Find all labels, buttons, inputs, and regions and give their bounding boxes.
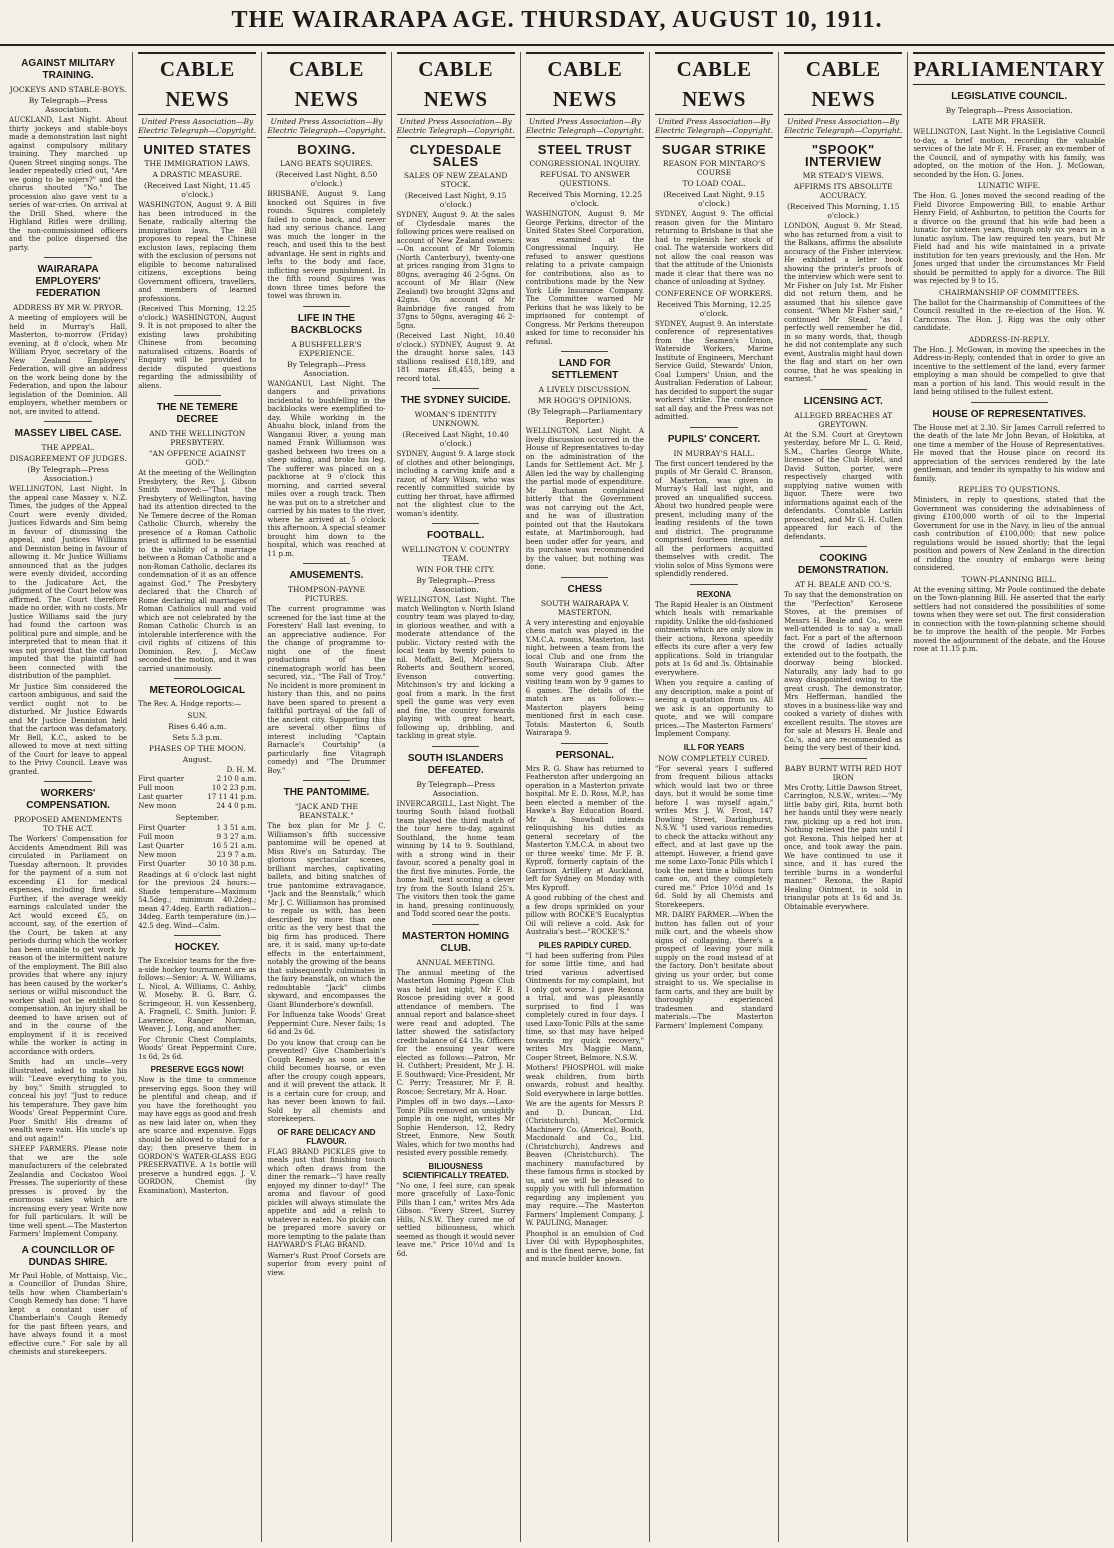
article-text: WELLINGTON, Last Night. A lively discussion occurred in the House of Representatives to-day on the administration of the Lands for Settlement Act. Mr J. Allen led the way by challenging the partial mode of expenditure. Mr Buchanan complained bitterly that the Government was not carrying out the Act, and he was of illustration pointed out that the Hautokara estate, at Martinborough, had been under offer for years, and its purchase was recommended by the valuer, but nothing was done.	[525, 427, 644, 571]
advertisement: Smith had an uncle—very illustrated, asked to make his will: "Leave everything to you, by boy," Smith struggled to conceal his joy! "Just to reduce his temperature. They gave him Woods' Great Peppermint Cure. Poor Smith! His dreams of wealth were vain. His uncle's up and out again!"	[9, 1058, 128, 1143]
column-8	[908, 52, 1110, 1542]
table-row: First quarter 2 10 0 a.m.	[138, 774, 257, 783]
headline: REXONA	[696, 589, 732, 599]
subheadline: WIN FOR THE CITY.	[416, 565, 495, 574]
column-header: CABLE NEWS	[784, 52, 902, 115]
article-text: (Received Last Night, 10.40 o'clock.) SYDNEY, August 9. At the draught horse sales, 143 stallions realised £18,189, and 181 mares £8,455, being a record total.	[396, 332, 515, 383]
divider	[690, 427, 737, 428]
article-text: WELLINGTON, Last Night. In the appeal case Massey v. N.Z. Times, the judges of the Appeal Court were evenly divided, Justices Edwards and Sim being in favour of dismissing the appeal, and Justices Williams and Denniston being in favour of allowing it. Mr Justice Williams announced that as the judges were evenly divided, according to the Judicature Act, the judgment of the Court below was affirmed. The Court therefore made no order, with no costs. Mr Justice Williams said the jury had found the cartoon was political pure and simple, and he interpreted that to mean that it was not proved that the cartoon imputed that the plaintiff had been connected with the distribution of the pamphlet.	[9, 485, 128, 680]
divider	[690, 584, 737, 585]
byline: By Telegraph—Press Association.	[28, 96, 108, 114]
divider	[303, 780, 350, 781]
table-row: Full moon 9 3 27 a.m.	[138, 832, 257, 841]
article-text: At the evening sitting, Mr Poole continued the debate on the Town-planning Bill. He asserted that the early settlers had not considered the possibilities of some towns when they were set out. The first consideration in connection with the town-planning scheme should be to improve the health of the people. Mr Forbes moved the adjournment of the debate, and the House rose at 11.15 p.m.	[913, 585, 1105, 653]
article-text: A meeting of employers will be held in Murray's Hall, Masterton, to-morrow (Friday) evening, at 8 o'clock, when Mr William Pryor, secretary of the New Zealand Employers' Federation, will give an address on the work being done by the Federation, and upon the labour legislation of the Dominion. All employers, whether members or not, are invited to attend.	[9, 314, 128, 416]
article-text: The box plan for Mr J. C. Williamson's fifth successive pantomime will be opened at Miss Rive's on Saturday. The glorious spectacular scenes, brilliant marches, captivating ballets, and biting snatches of true pantomime extravagance, "Jack and the Beanstalk," which Mr J. C. Williamson has promised to regale us with, has been described by more than one critic as the very best that the big firm has produced. There are, it is said, many up-to-date effects in the entertainment, notably the growing of the beans that subsequently culminates in the fairy beanstalk, on which the redoubtable "Jack" climbs skyward, and encompasses the Giant Blunderbore's downfall.	[267, 822, 386, 1009]
article-text: WELLINGTON, Last Night. The match Wellington v. North Island country team was played to-day, in glorious weather, and with a moderate attendance of the public. Victory rested with the local team by twenty points to nil. Moffatt, Bell, McPherson, Roberts and Southern scored, Evenson converting. Mitchinson's try and kicking a goal from a mark. In the first spell the game was very even and fine, the country forwards playing with great heart, following up, dribbling, and tackling in great style.	[396, 596, 515, 740]
byline: (By Telegraph—Parliamentary Reporter.)	[527, 407, 643, 425]
subheadline: IN MURRAY'S HALL.	[673, 448, 755, 458]
advertisement: The Rapid Healer is an Ointment which heals with remarkable rapidity. Unlike the old-fashioned ointments which are only slow in their actions, Rexona speedily effects its cure after a very few applications. Sold in triangular pots at 1s 6d and 3s. Obtainable everywhere.	[654, 600, 774, 677]
article-text: Ministers, in reply to questions, stated that the Government was considering the advisableness of giving £100,000 worth of oil to the Imperial Government for use in the Navy, in lieu of the annual cash contribution of £100,000; that new police regulations would be issued shortly; that the legal position and powers of New Zealand in the direction of ridding the country of embargo were being considered.	[913, 496, 1105, 572]
subheadline: A BUSHFELLER'S EXPERIENCE.	[291, 339, 362, 358]
article-text: The Hon. G. Jones moved the second reading of the Field Divorce Empowering Bill, to enable Arthur Henry Field, of Ashburton, to petition the Courts for a divorce on the ground that his wife had been a lunatic for sixteen years, though only six years in a lunatic asylum. The law required ten years, but Mr Field had and his wife maintained in a private institution for ten years previously, and the Hon. Mr Jones urged that under the circumstances Mr Field should be permitted to apply for a divorce. The Bill was rejected by 9 to 15.	[913, 192, 1105, 285]
headline: "SPOOK" INTERVIEW	[804, 142, 882, 169]
divider	[44, 257, 91, 258]
column-subheader: United Press Association—By Electric Telegraph—Copyright.	[397, 117, 515, 138]
table-row: Full moon 10 2 23 p.m.	[138, 783, 257, 792]
article-text: Mrs R. G. Shaw has returned to Featherston after undergoing an operation in a Masterton private hospital. Mr E. D. Ross, M.P., has been elected a member of the Hawke's Bay Education Board. Mr A. Snowball intends relinquishing his duties as general secretary of the Masterton Y.M.C.A. in about two or three weeks' time. Mr F. B. Kyproff, formerly captain of the Garrison Artillery at Auckland, left for Sydney on Monday with Mrs Kyproff.	[525, 764, 644, 892]
subheadline: LANG BEATS SQUIRES.	[280, 159, 373, 168]
column-4	[392, 52, 521, 1542]
advertisement: "I had been suffering from Piles for some little time, and had tried various advertised Ointments for my complaint, but I only got worse. I gave Rexona a trial, and was pleasantly surprised to find I was completely cured in four days. I used Laxo-Tonic Pills at the same time, so that may have helped towards my quick recovery," writes Mrs Maggie Mann, Cooper Street, Belmore, N.S.W.	[525, 951, 644, 1062]
divider	[561, 577, 608, 578]
byline: By Telegraph—Press Association.	[945, 106, 1073, 115]
headline: PUPILS' CONCERT.	[667, 433, 761, 445]
column-header: CABLE NEWS	[397, 52, 515, 115]
divider	[561, 743, 608, 744]
article-text: WASHINGTON, August 9. A Bill has been introduced in the Senate, radically altering the immigration laws. The Bill proposes to repeal the Chinese exclusion laws, replacing them with the exclusion of persons not eligible to become naturalised citizens, exceptions being Government officers, travellers, and members of learned professions.	[138, 201, 257, 303]
subheadline: ADDRESS-IN-REPLY.	[968, 334, 1050, 344]
subheadline: ALLEGED BREACHES AT GREYTOWN.	[794, 410, 893, 429]
subheadline: DISAGREEMENT OF JUDGES.	[9, 454, 127, 463]
subheadline: MR STEAD'S VIEWS.	[802, 171, 884, 180]
advertisement: For Chronic Chest Complaints, Woods' Great Peppermint Cure, 1s 6d, 2s 6d.	[138, 1035, 257, 1061]
article-text: LONDON, August 9. Mr Stead, who has returned from a visit to the Balkans, affirms the absolute accuracy of the Fisher interview. He exhibited a letter book showing the printer's proofs of the interview which were sent to Mr Fisher on July 1st. Mr Fisher did not return them, and he assumed that his silence gave consent. "When Mr Fisher said," continued Mr Stead, "as I perfectly well remember he did, in so many words, that, though he did not contemplate any such event, Australia might haul down the flag and start on her own course, that he was speaking in earnest."	[784, 222, 903, 383]
headline: WAIRARAPA EMPLOYERS' FEDERATION	[35, 264, 101, 299]
advertisement: A good rubbing of the chest and a few drops sprinkled on your pillow with ROCKE'S Eucalyptus Oil will relieve a cold. Ask for Australia's best—"ROCKE'S."	[525, 894, 644, 936]
table-row: First Quarter 30 10 38 p.m.	[138, 859, 257, 868]
article-text: Mr Justice Sim considered the cartoon ambiguous, and said the verdict ought not to be disturbed. Mr Justice Edwards and Mr Justice Denniston held that the cartoon was defamatory. Mr Bell, K.C., asked to be allowed to move at next sitting of the Court for leave to appeal to the Privy Council. Leave was granted.	[9, 682, 128, 776]
headline: LIFE IN THE BACKBLOCKS	[290, 312, 363, 336]
masthead	[0, 0, 1114, 46]
column-5	[521, 52, 650, 1542]
headline: A COUNCILLOR OF DUNDAS SHIRE.	[21, 1244, 115, 1268]
article-text: Readings at 6 o'clock last night for the previous 24 hours:—Shade temperature—Maximum 54.5deg.; minimum 40.2deg.; mean 47.4deg. Earth radiation—34deg. Earth temperature (in.)—42.5 deg. Wind—Calm.	[138, 870, 257, 930]
table-row: First Quarter 1 3 51 a.m.	[138, 823, 257, 832]
byline: By Telegraph—Press Association.	[287, 359, 366, 378]
article-text: The annual meeting of the Masterton Homing Pigeon Club was held last night, Mr F. B. Roscoe presiding over a good attendance of members. The annual report and balance-sheet were read and adopted. The latter showed the satisfactory credit balance of £4 13s. Officers for the ensuing year were elected as follows:—Patron, Mr H. Cuthbert; President, Mr J. H. F. Southward; Vice-President, Mr C. Perry; Treasurer, Mr F. B. Roscoe; Secretary, Mr A. Hoar.	[396, 968, 515, 1096]
received-time: (Received This Morning, 1.15 o'clock.)	[787, 202, 900, 220]
headline: PILES RAPIDLY CURED.	[538, 940, 632, 950]
article-text: The Hon. J. McGowan, in moving the speeches in the Address-in-Reply, contended that in order to give an incentive to the settlement of the land, every farmer employing a man should be compelled to give that man a portion of his land. This would result in the land being utilised to the fullest extent.	[913, 345, 1105, 396]
moon-phase-table	[138, 766, 256, 811]
divider	[432, 388, 479, 389]
subheadline: AT H. BEALE AND CO.'S.	[795, 580, 892, 589]
headline: SUGAR STRIKE	[661, 142, 767, 157]
column-header: CABLE NEWS	[526, 52, 644, 115]
subheadline: A LIVELY DISCUSSION.	[538, 385, 632, 394]
subheadline: REPLIES TO QUESTIONS.	[958, 485, 1060, 494]
received-time: (Received Last Night, 9.15 o'clock.)	[663, 190, 765, 208]
received-time: Received This Morning, 12.25 o'clock.	[656, 299, 772, 318]
subheadline: MR HOGG'S OPINIONS.	[538, 396, 632, 405]
headline: AGAINST MILITARY TRAINING.	[21, 58, 116, 81]
subheadline: AFFIRMS ITS ABSOLUTE ACCURACY.	[793, 182, 893, 200]
advertisement: For Influenza take Woods' Great Peppermint Cure. Never fails; 1s 6d and 2s 6d.	[267, 1011, 386, 1036]
subheadline: THE APPEAL.	[41, 443, 95, 452]
article-text: The Rev. A. Hodge reports:—	[138, 700, 242, 708]
headline: THE PANTOMIME.	[283, 787, 370, 798]
column-header: CABLE NEWS	[138, 52, 256, 115]
masthead-title: THE WAIRARAPA AGE. THURSDAY, AUGUST 10, 1911.	[231, 7, 883, 33]
subheadline: THE IMMIGRATION LAWS.	[144, 159, 250, 168]
article-text: The first concert tendered by the pupils of Mr Gerald C. Branson, of Masterton, was given in Murray's Hall last night, and proved an unqualified success. About two hundred people were present, including many of the leading residents of the town and district. The programme comprised fourteen items, and all the performers acquitted themselves with credit. The violin solos of Miss Symons were splendidly rendered.	[654, 459, 774, 578]
column-3	[262, 52, 391, 1542]
headline: LEGISLATIVE COUNCIL.	[951, 91, 1068, 102]
headline: BILIOUSNESS SCIENTIFICALLY TREATED.	[402, 1161, 509, 1180]
divider	[432, 523, 479, 524]
headline: LAND FOR SETTLEMENT	[551, 358, 619, 381]
table-row: New moon 24 4 0 p.m.	[138, 801, 257, 810]
article-text: AUCKLAND, Last Night. About thirty jockeys and stable-boys made a demonstration last night against compulsory military training. They marched up Queen Street singing songs. The leader repeatedly cried out, "Are we going to be sojers?" and the chorus shouted "No." The procession also gave vent to a series of war-cries. On arrival at the Drill Shed, where the Highland Rifles were drilling, the non-commissioned officers and the police dispersed the party.	[9, 116, 128, 252]
article-text: To say that the demonstration on the "Perfection" Kerosene Stoves, at the premises of Messrs H. Beale and Co., were well-attended is to say a small fact. For a part of the afternoon the crowd of ladies actually extended out to the footpath, the doorway being blocked. Naturally, any lady had to go away disappointed owing to the great crush. The demonstrator, Mrs Hefferman, handled the stoves in a business-like way and cooked a variety of dishes with excellent results. The stoves are for sale at Messrs H. Beale and Co.'s, and are recommended as being the very best of their kind.	[784, 591, 903, 752]
subheadline: A DRASTIC MEASURE.	[152, 170, 243, 179]
article-text: At the meeting of the Wellington Presbytery, the Rev. J. Gibson Smith moved:—"That the Presbytery of Wellington, having had its attention directed to the Ne Temere decree of the Roman Catholic Church, whereby the presence of a Roman Catholic priest is affirmed to be essential to the validity of a marriage between a Roman Catholic and a non-Roman Catholic, declares its condemnation of it as an offence against God." The Presbytery declared that the Church of Rome declaring all marriages of Roman Catholics null and void which are not celebrated by the Roman Catholic Church is an intolerable interference with the civil rights of citizens of this Dominion. Rev. J. McCaw seconded the motion, and it was carried unanimously.	[138, 469, 257, 673]
column-1	[4, 52, 133, 1542]
subheadline: PHASES OF THE MOON.	[148, 743, 246, 753]
divider	[174, 935, 221, 936]
article-text: WASHINGTON, August 9. Mr George Perkins, director of the United States Steel Corporation, was examined at the Congressional Inquiry. He refused to answer questions relating to a private campaign for contributions, also as to contributions made by the New York Life Insurance Company. The Committee warned Mr Perkins that he was likely to be imprisoned for contempt of Congress. Mr Perkins thereupon asked for time to reconsider his refusal.	[525, 210, 644, 346]
headline: HOUSE OF REPRESENTATIVES.	[932, 408, 1086, 420]
subheadline: ANNUAL MEETING.	[416, 957, 495, 967]
column-subheader: United Press Association—By Electric Telegraph—Copyright.	[655, 117, 773, 138]
byline: By Telegraph—Press Association.	[416, 576, 495, 594]
column-7	[779, 52, 908, 1542]
divider	[174, 395, 221, 396]
month-label: September.	[175, 812, 219, 822]
subheadline: CONFERENCE OF WORKERS.	[655, 288, 773, 298]
subheadline: CONGRESSIONAL INQUIRY.	[529, 159, 641, 168]
headline: OF RARE DELICACY AND FLAVOUR.	[277, 1127, 376, 1146]
advertisement: SHEEP FARMERS. Please note that we are the sole manufacturers of the celebrated Zealandia and Cockatoo Wool Presses. The superiority of these presses is proved by the enormous sales which are increasing every year. Write now for full particulars. It will be time well spent.—The Masterton Farmers' Implement Company.	[9, 1145, 128, 1238]
subheadline: PROPOSED AMENDMENTS TO THE ACT.	[14, 815, 123, 833]
article-text: WELLINGTON, Last Night. In the Legislative Council to-day, a brief motion, recording the valuable services of the late Mr F. H. Fraser, an ex-member of the Council, and of sympathy with his family, was adopted, on the motion of the Hon. J. McGowan, seconded by the Hon. G. Jones.	[913, 128, 1105, 179]
subheadline: TOWN-PLANNING BILL.	[961, 574, 1057, 584]
article-text: SYDNEY, August 9. The official reason given for the Mintaro returning to Brisbane is that she had to replenish her stock of coal. The waterside workers did not allow the coal reason was that the attitude of the Unionists made it clear that there was no chance of unloading at Sydney.	[654, 210, 774, 286]
headline: UNITED STATES	[143, 142, 252, 157]
subheadline: "AN OFFENCE AGAINST GOD."	[149, 449, 246, 467]
subheadline: THOMPSON-PAYNE PICTURES.	[287, 585, 366, 603]
article-text: The ballot for the Chairmanship of Committees of the Council resulted in the re-election of the Hon. W. Carncross. The Hon. J. Rigg was the only other candidate.	[913, 298, 1105, 332]
column-subheader: United Press Association—By Electric Telegraph—Copyright.	[267, 117, 385, 138]
advertisement: "For several years I suffered from frequent bilious attacks which would last two or three days, but it would be some time before I was myself again," writes Mrs J. W. Frost, 147 Dowling Street, Darlinghurst, N.S.W. "I used various remedies to check the attacks without any effect, and at last gave up the attempt. However, a friend gave me some Laxo-Tonic Pills which I took the next time a bilious turn came on, and they completely cured me." Price 10½d and 1s 6d. Sold by all Chemists and Storekeepers.	[654, 764, 774, 909]
received-time: (Received Last Night, 9.15 o'clock.)	[404, 191, 507, 209]
byline: By Telegraph—Press Association.	[416, 779, 495, 798]
sunrise: Rises 6.46 a.m.	[168, 721, 227, 731]
headline: AMUSEMENTS.	[289, 570, 364, 581]
month-label: August.	[182, 754, 212, 764]
moon-phase-table	[138, 824, 256, 869]
received-time: (Received Last Night, 8.50 o'clock.)	[275, 170, 378, 188]
headline: METEOROLOGICAL	[149, 685, 246, 696]
article-text: INVERCARGILL, Last Night. The touring South Island football team played the third match of the tour here to-day, against Southland, the home team winning by 14 to 9. Southland, with a strong wind in their favour, scored a penalty goal in the first five minutes. Forde, the home half, next scoring a clever try from the South Island 25's. The visitors then took the game in hand, pressing continuously, and Todd scored near the posts.	[396, 799, 515, 918]
subheadline: REASON FOR MINTARO'S COURSE	[662, 159, 766, 177]
article-text: SYDNEY, August 9. An interstate conference of representatives from the Seamen's Union, Waterside Workers, Marine Institute of Engineers, Merchant Service Guild, Stewards' Union, Coal Lumpers' Union, and the Australian Federation of Labour, has decided to support the sugar workers' strike. The conference sat all day, and the Press was not admitted.	[654, 319, 774, 421]
headline: CHESS	[567, 583, 603, 595]
headline: LICENSING ACT.	[803, 395, 883, 407]
advertisement: MR. DAIRY FARMER.—When the button has fallen out of your milk cart, and the wheels show signs of collapsing, there's a prospect of leaving your milk supply on the road instead of at the factory. Don't hesitate about giving us your order, but come straight to us. We specialise in farm carts, and they are built by thoroughly experienced tradesmen and standard materials.—The Masterton Farmers' Implement Company.	[654, 911, 774, 1030]
advertisement: Mothers! PHOSPHOL will make weak children, from birth onwards, robust and healthy. Sold everywhere in large bottles.	[525, 1064, 644, 1098]
subheadline: LATE MR FRASER.	[972, 117, 1046, 126]
subheadline: CHAIRMANSHIP OF COMMITTEES.	[939, 287, 1080, 297]
headline: COOKING DEMONSTRATION.	[798, 553, 889, 576]
headline: PRESERVE EGGS NOW!	[150, 1065, 244, 1074]
subheadline: TO LOAD COAL.	[682, 179, 746, 188]
subheadline: "JACK AND THE BEANSTALK."	[294, 802, 358, 820]
article-text: The House met at 2.30. Sir James Carroll referred to the death of the late Mr John Bevan, of Hokitika, at one time a member of the House of Representatives. He moved that the House place on record its appreciation of the services rendered by the late gentleman, and tender its sympathy to his widow and family.	[913, 423, 1105, 483]
advertisement: "No one, I feel sure, can speak more gracefully of Laxo-Tonic Pills than I can," writes Mrs Ada Gibson. "Every Street, Surrey Hills, N.S.W. They cured me of settled biliousness, which seemed as though it would never leave me." Price 10½d and 1s 6d.	[396, 1181, 515, 1258]
article-text: SYDNEY, August 9. At the sales of Clydesdale mares the following prices were realised on account of New Zealand owners:—On account of Mr Tolomin (North Canterbury), twenty-one at prices ranging from 31gns to 80gns, averaging 46 2-5gns. On account of Mr Blair (New Zealand) two brought 32gns and 42gns. On account of Mr Bainbridge five ranged from 37gns to 50gns, averaging 46 2-5gns.	[396, 211, 515, 330]
columns	[4, 52, 1110, 1544]
subheadline: LUNATIC WIFE.	[978, 181, 1041, 190]
advertisement: Mrs Crotty, Little Dawson Street, Carrington, N.S.W., writes:—"My little baby girl, Rita, burnt both her hands until they were nearly raw, picking up a red hot iron. Nothing relieved the pain until I got Rexona. This helped her at once, and took away the pain. We have continued to use it since, and it has cured the terrible burns in a wonderful manner." Rexona, the Rapid Healing Ointment, is sold in triangular pots at 1s 6d and 3s. Obtainable everywhere.	[784, 783, 903, 911]
article-text: At the S.M. Court at Greytown yesterday, before Mr L. G. Reid, S.M., Charles George White, licensee of the Club Hotel, and David Sutton, porter, were respectively charged with supplying native women with liquor. There were two informations against each of the defendants. Constable Larkin prosecuted, and Mr G. H. Cullen appeared for each of the defendants.	[784, 430, 903, 541]
headline: THE NE TEMERE DECREE	[156, 402, 238, 425]
subheadline: SALES OF NEW ZEALAND STOCK.	[403, 171, 508, 189]
divider	[971, 402, 1048, 403]
table-row: Last Quarter 16 5 21 a.m.	[138, 841, 257, 850]
headline: WORKERS' COMPENSATION.	[26, 788, 110, 811]
divider	[432, 924, 479, 925]
headline: HOCKEY.	[175, 942, 220, 953]
divider	[303, 563, 350, 564]
received-time: (Received Last Night, 10.40 o'clock.)	[402, 430, 509, 448]
sunset: Sets 5.3 p.m.	[172, 732, 223, 742]
column-subheader: United Press Association—By Electric Telegraph—Copyright.	[138, 117, 256, 138]
received-time: Received This Morning, 12.25 o'clock.	[527, 190, 643, 208]
headline: CLYDESDALE SALES	[409, 142, 502, 169]
column-subheader: United Press Association—By Electric Telegraph—Copyright.	[784, 117, 902, 138]
divider	[44, 421, 91, 422]
column-2	[133, 52, 262, 1542]
advertisement: Warner's Rust Proof Corsets are superior from every point of view.	[267, 1251, 386, 1277]
advertisement: Do you know that croup can be prevented? Give Chamberlain's Cough Remedy as soon as the child becomes hoarse, or even after the croupy cough appears, and it will prevent the attack. It is a certain cure for croup, and has never been known to fail. Sold by all chemists and storekeepers.	[267, 1038, 386, 1123]
divider	[820, 389, 867, 390]
divider	[44, 781, 91, 782]
article-text: (Received This Morning, 12.25 o'clock.) WASHINGTON, August 9. It is not proposed to alter the existing laws prohibiting Chinese from becoming naturalised citizens. Boards of Enquiry will be provided to decide disputed questions regarding the admissibility of aliens.	[138, 305, 257, 390]
subheadline: BABY BURNT WITH RED HOT IRON	[784, 763, 902, 782]
headline: SOUTH ISLANDERS DEFEATED.	[407, 752, 504, 776]
headline: FOOTBALL.	[427, 530, 485, 541]
headline: MASSEY LIBEL CASE.	[14, 428, 122, 439]
subheadline: ADDRESS BY MR W. PRYOR.	[12, 303, 124, 312]
subheadline: REFUSAL TO ANSWER QUESTIONS.	[539, 170, 630, 188]
divider	[174, 678, 221, 679]
headline: THE SYDNEY SUICIDE.	[400, 395, 511, 406]
divider	[303, 306, 350, 307]
subheadline: NOW COMPLETELY CURED.	[658, 753, 770, 763]
article-text: WANGANUI, Last Night. The dangers and privations incidental to bushfelling in the backblocks were exemplified to-day. While working in the Ahuahu block, inland from the Wanganui River, a young man named Frank Williamson was gashed between two trees on a steep siding, and broke his leg. The sufferer was placed on a packhorse at 9 o'clock this morning, and carried several miles over a rough track. Then he was put on to a stretcher and carried by his mates to the river, where he arrived at 5 o'clock this afternoon. A special steamer brought him down to the hospital, which was reached at 11 p.m.	[267, 379, 386, 558]
advertisement: Mr Paul Hoble, of Mottaisp, Vic., a Councillor of Dundas Shire, tells how when Chamberlain's Cough Remedy has done: "I have kept a constant user of Chamberlain's Cough Remedy for the past fifteen years, and have always found it a most effective cure." For sale by all chemists and storekeepers.	[9, 1271, 128, 1356]
advertisement: FLAG BRAND PICKLES give to meals just that finishing touch which often draws from the diner the remark—"I have really enjoyed my dinner to-day!" The aroma and flavour of good pickles will always stimulate the appetite and add a relish to whatever is eaten. No pickle can be prepared more savory or more tempting to the palate than HAYWARD'S FLAG BRAND.	[267, 1147, 386, 1249]
advertisement: Phosphol is an emulsion of Cod Liver Oil with Hypophosphites, and is the finest nerve, bone, fat and muscle builder known.	[525, 1229, 644, 1263]
article-text: The Workers' Compensation for Accidents Amendment Bill was circulated in Parliament on Tuesday afternoon. It provides for the payment of a sum not exceeding £1 for medical expenses, including first aid. Further, if the average weekly earnings calculated under the Act would exceed £5, on account, say, of the exertion of the Court, be taken at any periods during which the worker has been unable to get work by reason of the intermittent nature of the employment. The Bill also provides that where any injury has been caused by the worker's serious or wilful misconduct the worker shall not be entitled to compensation. An injury shall be deemed to have arisen out of and in the course of the employment if it is received while the worker is acting in accordance with orders.	[9, 835, 128, 1056]
received-time: (Received Last Night, 11.45 o'clock.)	[144, 181, 251, 199]
article-text: The Excelsior teams for the five-a-side hockey tournament are as follows:—Senior: A. W. Williams, L. Nicol, A. Williams, C. Ashby, W. Moseby. B. G. Barr, G. Scrimgeour, H. von Kessenberg, A. Fragnell, C. Smith. Junior: F. Lawrence, Ranger Norman, Weaver, J. Long, and another.	[138, 957, 257, 1033]
headline: BOXING.	[297, 142, 356, 157]
column-6	[650, 52, 779, 1542]
subheadline: SUN.	[187, 710, 208, 720]
table-row: Last quarter 17 11 41 p.m.	[138, 792, 257, 801]
advertisement: Pimples off in two days.—Laxo-Tonic Pills removed an unsightly pimple in one night, writes Mr Sophie Henderson, 12, Redry Street, Enmore, New South Wales, which for two months had resisted every possible remedy.	[396, 1098, 515, 1157]
subheadline: WOMAN'S IDENTITY UNKNOWN.	[414, 410, 497, 428]
divider	[561, 351, 608, 352]
advertisement: Now is the time to commence preserving eggs. Soon they will be plentiful and cheap, and if you have the forethought you may have eggs as good and fresh as new laid later on, when they are scarce and expensive. Eggs should be allowed to stand for a day; then preserve them in GORDON'S WATER-GLASS EGG PRESERVATIVE. A 1s bottle will preserve a hundred eggs. J. V. GORDON, Chemist (by Examination), Masterton.	[138, 1076, 257, 1195]
headline: ILL FOR YEARS	[683, 742, 745, 752]
subheadline: SOUTH WAIRARAPA V. MASTERTON.	[540, 598, 629, 617]
table-row: New moon 23 9 7 a.m.	[138, 850, 257, 859]
divider	[432, 746, 479, 747]
article-text: BRISBANE, August 9. Lang knocked out Squires in five rounds. Squires completely failed to come back, and never had any serious chance. Lang was much the longer in the reach, and used this to the best advantage. He sent in rights and lefts to the body and face, inflicting severe punishment. In the fifth round Squires was down three times before the towel was thrown in.	[267, 190, 386, 300]
article-text: SYDNEY, August 9. A large stock of clothes and other belongings, including a carving knife and a razor, of Mary Wilson, who was recently committed suicide by cutting her throat, have affirmed not the slightest clue to the woman's identity.	[396, 450, 515, 518]
column-subheader: United Press Association—By Electric Telegraph—Copyright.	[526, 117, 644, 138]
column-header: PARLIAMENTARY	[913, 52, 1105, 85]
headline: PERSONAL.	[555, 749, 615, 761]
advertisement: When you require a casting of any description, make a point of seeing a quotation from us. All we ask is an opportunity to quote, and we will compare prices.—The Masterton Farmers' Implement Company.	[654, 679, 774, 738]
column-header: CABLE NEWS	[267, 52, 385, 115]
article-text: The current programme was screened for the last time at the Foresters' Hall last evening, to an appreciative audience. For the change of programme to-night one of the finest productions of the cinematograph world has been secured, viz., "The Fall of Troy." No incident is more prominent in history than this, and no pains have been spared to present a faithful portrayal of the fall of the ancient city. Supporting this are several other films of interest including "Captain Barnacle's Courtship" (a particularly fine Vitagraph comedy) and "The Drummer Boy."	[267, 605, 386, 775]
table-row: D. H. M.	[226, 765, 257, 774]
column-header: CABLE NEWS	[655, 52, 773, 115]
headline: MASTERTON HOMING CLUB.	[402, 930, 510, 954]
subheadline: AND THE WELLINGTON PRESBYTERY.	[149, 429, 246, 447]
article-text: A very interesting and enjoyable chess match was played in the Y.M.C.A. rooms, Masterton, last night, between a team from the local Club and one from the South Wairarapa Club. After some very good games the visiting team won by 9 games to 6 games. The details of the match are as follows:—Masterton players being mentioned first in each case. Totals: Masterton 6, South Wairarapa 9.	[525, 618, 644, 737]
divider	[820, 546, 867, 547]
byline: (By Telegraph—Press Association.)	[27, 465, 109, 483]
advertisement: We are the agents for Messrs P. and D. Duncan, Ltd. (Christchurch), McCormick Machinery Co. (America), Booth, Macdonald and Co., Ltd. (Christchurch), Andrews and Beaven (Christchurch). The machinery manufactured by these famous firms is stocked by us, and we will be pleased to supply you with full information regarding any implement you may require.—The Masterton Farmers' Implement Company, J. W. PAULING, Manager.	[525, 1100, 644, 1227]
subheadline: JOCKEYS AND STABLE-BOYS.	[9, 85, 127, 94]
divider	[820, 758, 867, 759]
headline: STEEL TRUST	[537, 142, 632, 157]
subheadline: WELLINGTON V. COUNTRY TEAM.	[401, 545, 510, 563]
